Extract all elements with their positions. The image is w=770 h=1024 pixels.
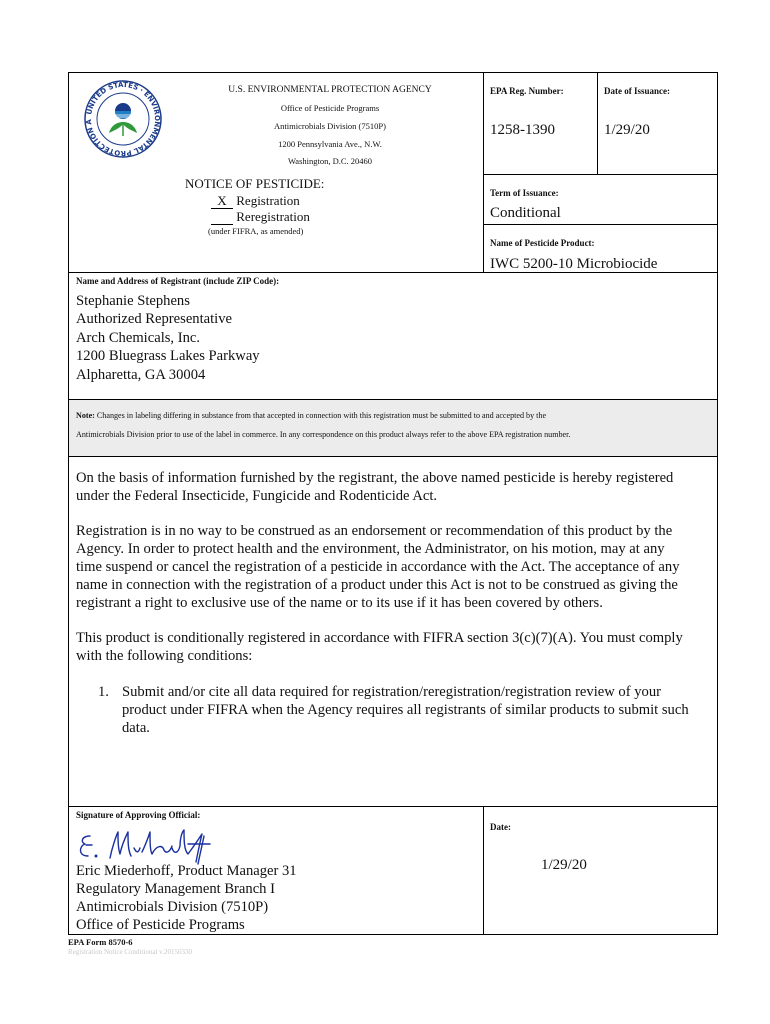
agency-office: Office of Pesticide Programs	[280, 103, 380, 113]
signature-label: Signature of Approving Official:	[76, 810, 201, 820]
signatory-block	[76, 862, 297, 934]
handwritten-signature	[76, 826, 226, 866]
signature-divider	[68, 806, 718, 807]
signatory-line: Office of Pesticide Programs	[76, 917, 245, 933]
reg-number-value: 1258-1390	[490, 122, 555, 138]
term-label: Term of Issuance:	[490, 188, 559, 198]
issuance-date-value: 1/29/20	[604, 122, 650, 138]
body-line: This product is conditionally registered in accordance with FIFRA section 3(c)(7)(A). You must comply	[76, 630, 683, 646]
note-text-line1	[76, 411, 546, 420]
condition-number: 1.	[98, 684, 109, 700]
condition-line: product under FIFRA when the Agency requires all registrants of similar products to submit such	[122, 702, 689, 718]
body-line: name in connection with the registration of a product under this Act is not to be construed as giving the	[76, 577, 678, 593]
condition-line: data.	[122, 720, 150, 736]
body-paragraph-2	[76, 522, 680, 612]
signature-date-divider	[483, 806, 484, 935]
reregistration-label: Reregistration	[236, 209, 310, 224]
agency-street: 1200 Pennsylvania Ave., N.W.	[278, 139, 382, 149]
signatory-line: Antimicrobials Division (7510P)	[76, 899, 269, 915]
registration-option	[211, 193, 300, 209]
registrant-line: Alpharetta, GA 30004	[76, 366, 206, 383]
registrant-line: Arch Chemicals, Inc.	[76, 329, 201, 346]
registrant-address	[76, 292, 260, 384]
body-line: On the basis of information furnished by the registrant, the above named pesticide is hereby registered	[76, 470, 674, 486]
agency-city: Washington, D.C. 20460	[287, 156, 373, 166]
condition-1	[122, 683, 689, 737]
registrant-label: Name and Address of Registrant (include ZIP Code):	[76, 276, 280, 286]
body-line: with the following conditions:	[76, 648, 253, 664]
epa-seal-icon	[82, 78, 164, 160]
registration-label: Registration	[236, 193, 300, 208]
registrant-line: 1200 Bluegrass Lakes Parkway	[76, 348, 260, 365]
issuance-date-label: Date of Issuance:	[604, 86, 670, 96]
product-value: IWC 5200-10 Microbiocide	[490, 256, 658, 272]
reg-number-label: EPA Reg. Number:	[490, 86, 564, 96]
note-line2: Antimicrobials Division prior to use of the label in commerce. In any correspondence on this product always refer to the above EPA registration number.	[76, 430, 571, 439]
registration-mark: X	[211, 194, 233, 209]
registrant-line: Stephanie Stephens	[76, 293, 190, 309]
sig-date-label: Date:	[490, 822, 511, 832]
form-version: Registration Notice Conditional v.20150330	[68, 948, 192, 956]
agency-division: Antimicrobials Division (7510P)	[274, 121, 386, 131]
signatory-line: Regulatory Management Branch I	[76, 881, 275, 897]
registrant-line: Authorized Representative	[76, 311, 233, 328]
product-label: Name of Pesticide Product:	[490, 238, 595, 248]
note-label: Note:	[76, 411, 95, 420]
note-bar	[69, 399, 717, 457]
notice-title: NOTICE OF PESTICIDE:	[185, 176, 325, 191]
body-line: Agency. In order to protect health and the environment, the Administrator, on his motion, may at any	[76, 541, 665, 557]
term-value: Conditional	[490, 205, 561, 221]
body-line: registrant a right to exclusive use of the name or to its use if it has been covered by others.	[76, 595, 603, 611]
note-line1: Changes in labeling differing in substance from that accepted in connection with this registration must be submitted to and accepted by the	[96, 411, 547, 420]
reregistration-mark	[211, 210, 233, 225]
registrant-divider	[68, 272, 718, 273]
condition-line: Submit and/or cite all data required for registration/reregistration/registration review of your	[122, 684, 661, 700]
body-paragraph-1	[76, 469, 673, 505]
sig-date-value: 1/29/20	[541, 857, 587, 873]
body-paragraph-3	[76, 629, 683, 665]
svg-text:UNITED STATES · ENVIRONMENTAL: UNITED STATES · ENVIRONMENTAL PROTECTION A	[84, 80, 162, 158]
reregistration-option	[211, 209, 310, 225]
body-line: Registration is in no way to be construed as an endorsement or recommendation of this product by the	[76, 523, 673, 539]
body-line: time suspend or cancel the registration of a pesticide in accordance with the Act. The acceptance of any	[76, 559, 680, 575]
signatory-line: Eric Miederhoff, Product Manager 31	[76, 863, 297, 879]
fifra-note: (under FIFRA, as amended)	[208, 226, 304, 236]
body-line: under the Federal Insecticide, Fungicide and Rodenticide Act.	[76, 488, 438, 504]
form-number: EPA Form 8570-6	[68, 937, 133, 947]
agency-name: U.S. ENVIRONMENTAL PROTECTION AGENCY	[228, 85, 432, 95]
